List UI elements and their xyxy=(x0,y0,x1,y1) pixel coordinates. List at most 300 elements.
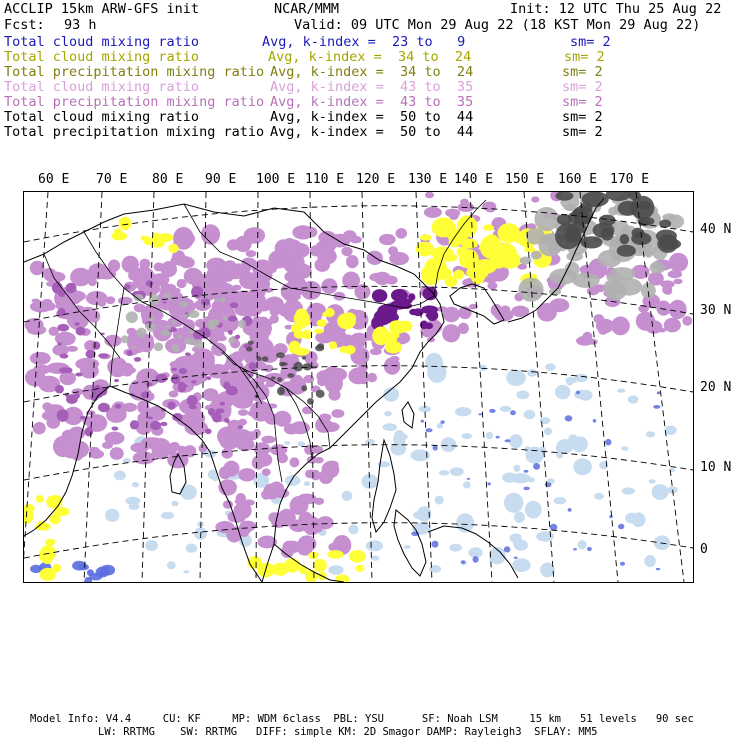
field-name: Total precipitation mixing ratio xyxy=(4,124,265,140)
cloud-patch xyxy=(454,270,465,280)
map-canvas xyxy=(24,192,693,582)
cloud-patch xyxy=(246,347,253,352)
cloud-patch xyxy=(605,439,611,446)
cloud-patch xyxy=(222,316,227,320)
precip-patch xyxy=(389,252,409,265)
cloud-patch xyxy=(527,369,537,377)
cloud-patch xyxy=(609,515,612,518)
precip-patch xyxy=(240,521,256,532)
cloud-patch xyxy=(327,550,343,559)
precip-patch xyxy=(306,470,317,477)
longitude-label: 130 E xyxy=(408,172,448,187)
precip-patch xyxy=(210,267,227,281)
cloud-patch xyxy=(504,493,523,513)
cloud-patch xyxy=(294,311,310,326)
cloud-patch xyxy=(366,540,383,551)
cloud-patch xyxy=(180,485,197,500)
precip-patch xyxy=(170,361,185,369)
precip-patch xyxy=(228,316,237,322)
cloud-patch xyxy=(441,437,457,452)
cloud-patch xyxy=(510,410,516,415)
precip-patch xyxy=(261,436,275,444)
cloud-patch xyxy=(461,560,466,564)
cloud-patch xyxy=(628,395,639,403)
precip-patch xyxy=(148,417,153,420)
precip-patch xyxy=(348,368,368,385)
cloud-patch xyxy=(531,251,542,260)
precip-patch xyxy=(396,228,408,239)
cloud-patch xyxy=(317,319,327,327)
cloud-patch xyxy=(121,335,129,343)
cloud-patch xyxy=(119,217,132,230)
cloud-patch xyxy=(125,497,140,505)
cloud-patch xyxy=(649,479,656,483)
cloud-patch xyxy=(512,473,531,483)
cloud-patch xyxy=(133,294,143,301)
precip-patch xyxy=(386,361,398,373)
field-k-index: Avg, k-index = 43 to 35 xyxy=(270,79,474,95)
cloud-patch xyxy=(145,540,158,551)
cloud-patch xyxy=(277,377,282,382)
precip-patch xyxy=(669,253,688,272)
precip-patch xyxy=(669,300,687,319)
precip-patch xyxy=(682,316,692,326)
cloud-patch xyxy=(348,525,358,535)
precip-patch xyxy=(33,422,46,434)
cloud-patch xyxy=(576,391,580,395)
cloud-patch xyxy=(316,390,325,398)
precip-patch xyxy=(587,287,599,296)
cloud-patch xyxy=(650,261,666,273)
precip-patch xyxy=(230,302,238,308)
field-name: Total cloud mixing ratio xyxy=(4,34,200,50)
cloud-patch xyxy=(79,564,89,570)
cloud-patch xyxy=(545,363,556,371)
precip-patch xyxy=(184,268,203,285)
cloud-patch xyxy=(342,491,353,501)
cloud-patch xyxy=(573,458,592,475)
cloud-patch xyxy=(132,482,139,487)
cloud-patch xyxy=(276,352,285,358)
precip-patch xyxy=(409,309,418,315)
precip-patch xyxy=(133,267,156,291)
precip-patch xyxy=(220,402,225,406)
precip-patch xyxy=(265,297,284,312)
cloud-patch xyxy=(383,423,398,431)
cloud-patch xyxy=(462,433,472,439)
precip-patch xyxy=(346,255,359,268)
cloud-patch xyxy=(641,283,656,299)
cloud-patch xyxy=(171,501,178,507)
precip-patch xyxy=(88,310,100,323)
precip-patch xyxy=(185,352,191,356)
precip-patch xyxy=(408,293,415,301)
cloud-patch xyxy=(621,446,628,451)
cloud-patch xyxy=(545,482,552,487)
cloud-patch xyxy=(36,495,44,503)
cloud-patch xyxy=(549,269,576,285)
precip-patch xyxy=(212,412,222,422)
precip-patch xyxy=(44,271,65,282)
cloud-patch xyxy=(177,334,183,339)
precip-patch xyxy=(156,374,168,383)
cloud-patch xyxy=(504,546,511,552)
precip-patch xyxy=(58,413,63,417)
cloud-patch xyxy=(145,323,156,330)
precip-patch xyxy=(259,317,269,324)
cloud-patch xyxy=(593,419,597,423)
cloud-patch xyxy=(505,439,511,442)
cloud-patch xyxy=(39,568,56,581)
precip-patch xyxy=(261,490,271,500)
precip-patch xyxy=(374,272,391,285)
precip-patch xyxy=(110,447,124,460)
precip-patch xyxy=(425,192,434,198)
cloud-patch xyxy=(455,407,471,416)
precip-patch xyxy=(146,280,154,286)
precip-patch xyxy=(341,247,352,257)
precip-patch xyxy=(372,289,387,302)
precip-patch xyxy=(76,327,86,336)
precip-patch xyxy=(97,268,116,280)
cloud-patch xyxy=(565,415,573,421)
precip-patch xyxy=(257,351,266,357)
cloud-patch xyxy=(220,298,226,303)
cloud-patch xyxy=(314,329,323,334)
cloud-patch xyxy=(184,338,195,345)
cloud-patch xyxy=(189,329,194,334)
field-smoothing: sm= 2 xyxy=(562,124,603,140)
cloud-patch xyxy=(461,239,478,249)
cloud-patch xyxy=(439,470,449,475)
precip-patch xyxy=(130,420,139,429)
precip-patch xyxy=(442,324,460,342)
cloud-patch xyxy=(514,465,521,472)
cloud-patch xyxy=(284,558,301,572)
precip-patch xyxy=(449,211,459,220)
longitude-label: 150 E xyxy=(505,172,545,187)
precip-patch xyxy=(390,356,400,362)
cloud-patch xyxy=(657,391,660,394)
cloud-patch xyxy=(421,420,424,423)
precip-patch xyxy=(98,403,110,413)
precip-patch xyxy=(310,245,321,256)
cloud-patch xyxy=(329,341,337,349)
precip-patch xyxy=(315,457,324,464)
precip-patch xyxy=(205,429,212,435)
precip-patch xyxy=(232,430,241,438)
precip-patch xyxy=(224,418,230,423)
cloud-patch xyxy=(171,344,180,352)
forecast-label: Fcst: xyxy=(4,17,45,33)
cloud-patch xyxy=(238,320,246,328)
cloud-patch xyxy=(622,487,636,494)
precip-patch xyxy=(112,426,119,430)
cloud-patch xyxy=(509,434,523,448)
precip-patch xyxy=(531,196,539,202)
precip-patch xyxy=(222,464,234,474)
precip-patch xyxy=(299,512,313,525)
cloud-patch xyxy=(440,420,444,423)
cloud-patch xyxy=(578,540,587,549)
cloud-patch xyxy=(544,428,552,436)
cloud-patch xyxy=(298,441,306,446)
precip-patch xyxy=(211,229,219,237)
cloud-patch xyxy=(512,558,530,572)
field-k-index: Avg, k-index = 50 to 44 xyxy=(270,109,474,125)
cloud-patch xyxy=(385,341,402,354)
cloud-patch xyxy=(568,434,578,445)
precip-patch xyxy=(89,447,100,453)
cloud-patch xyxy=(322,312,330,317)
precip-patch xyxy=(637,313,651,323)
cloud-patch xyxy=(307,398,314,405)
precip-patch xyxy=(424,207,442,218)
precip-patch xyxy=(171,374,181,384)
cloud-patch xyxy=(489,409,495,413)
cloud-patch xyxy=(449,544,462,552)
cloud-patch xyxy=(183,314,188,318)
cloud-patch xyxy=(587,547,592,551)
cloud-patch xyxy=(161,512,174,520)
precip-patch xyxy=(171,368,177,371)
precip-patch xyxy=(249,362,257,370)
precip-patch xyxy=(238,409,248,416)
cloud-patch xyxy=(516,391,529,400)
cloud-patch xyxy=(345,345,356,354)
cloud-patch xyxy=(132,345,136,348)
precip-patch xyxy=(302,407,313,415)
precip-patch xyxy=(167,402,175,410)
cloud-patch xyxy=(609,267,635,281)
precip-patch xyxy=(238,419,247,426)
precip-patch xyxy=(55,385,64,394)
cloud-patch xyxy=(45,539,55,546)
precip-patch xyxy=(105,296,115,304)
cloud-patch xyxy=(618,524,624,530)
precip-patch xyxy=(74,322,79,325)
precip-patch xyxy=(662,284,672,294)
precip-patch xyxy=(226,386,238,396)
longitude-label: 80 E xyxy=(152,172,184,187)
precip-patch xyxy=(187,395,198,406)
cloud-patch xyxy=(87,569,94,576)
precip-patch xyxy=(30,301,53,312)
cloud-patch xyxy=(594,493,604,500)
precip-patch xyxy=(482,202,495,212)
precip-patch xyxy=(66,283,77,293)
cloud-patch xyxy=(144,236,152,245)
cloud-patch xyxy=(564,204,576,211)
precip-patch xyxy=(60,354,69,359)
cloud-patch xyxy=(356,565,365,572)
cloud-patch xyxy=(313,559,327,572)
cloud-patch xyxy=(384,411,392,416)
cloud-patch xyxy=(568,508,572,512)
precip-patch xyxy=(437,306,448,312)
longitude-label: 170 E xyxy=(610,172,650,187)
precip-patch xyxy=(224,260,236,268)
precip-patch xyxy=(283,289,298,302)
precip-patch xyxy=(238,425,243,429)
cloud-patch xyxy=(500,406,511,412)
precip-patch xyxy=(66,346,78,352)
latitude-label: 40 N xyxy=(700,222,732,237)
valid-time: Valid: 09 UTC Mon 29 Aug 22 (18 KST Mon 29 Aug 22) xyxy=(294,17,701,33)
precip-patch xyxy=(203,388,219,401)
cloud-patch xyxy=(556,451,563,459)
precip-patch xyxy=(331,409,344,418)
precip-patch xyxy=(163,301,167,303)
forecast-hours: 93 h xyxy=(64,17,97,33)
precip-patch xyxy=(598,325,608,335)
longitude-label: 160 E xyxy=(558,172,598,187)
precip-patch xyxy=(178,382,185,389)
cloud-patch xyxy=(608,207,618,216)
precip-patch xyxy=(238,468,256,481)
precip-patch xyxy=(367,373,377,383)
precip-patch xyxy=(57,324,69,332)
precip-patch xyxy=(146,383,153,387)
precip-patch xyxy=(52,282,63,293)
cloud-patch xyxy=(620,562,625,566)
precip-patch xyxy=(345,273,353,279)
cloud-patch xyxy=(426,428,433,432)
cloud-patch xyxy=(228,337,235,344)
precip-patch xyxy=(57,342,61,345)
forecast-map xyxy=(23,191,694,583)
precip-patch xyxy=(98,353,108,358)
latitude-label: 30 N xyxy=(700,303,732,318)
cloud-patch xyxy=(404,545,411,549)
cloud-patch xyxy=(172,320,176,324)
precip-patch xyxy=(265,414,280,425)
cloud-patch xyxy=(463,481,471,488)
precip-patch xyxy=(66,394,78,404)
cloud-patch xyxy=(573,548,577,550)
field-name: Total cloud mixing ratio xyxy=(4,79,200,95)
cloud-patch xyxy=(473,556,479,563)
cloud-patch xyxy=(467,478,470,480)
model-info-line1: Model Info: V4.4 CU: KF MP: WDM 6class PBL: YSU SF: Noah LSM 15 km 51 levels 90 sec xyxy=(30,713,694,725)
cloud-patch xyxy=(483,224,494,230)
precip-patch xyxy=(314,498,324,505)
cloud-patch xyxy=(612,256,620,261)
cloud-patch xyxy=(524,410,536,419)
field-name: Total cloud mixing ratio xyxy=(4,109,200,125)
cloud-patch xyxy=(294,331,306,339)
latitude-label: 20 N xyxy=(700,380,732,395)
cloud-patch xyxy=(302,356,306,360)
cloud-patch xyxy=(536,531,554,541)
cloud-patch xyxy=(304,481,310,486)
cloud-patch xyxy=(317,343,324,349)
cloud-patch xyxy=(183,570,189,573)
cloud-patch xyxy=(136,328,147,338)
longitude-label: 70 E xyxy=(96,172,128,187)
cloud-patch xyxy=(214,298,219,301)
cloud-patch xyxy=(653,405,660,409)
cloud-patch xyxy=(435,496,444,505)
precip-patch xyxy=(325,374,343,394)
precip-patch xyxy=(256,453,272,466)
cloud-patch xyxy=(303,363,312,370)
cloud-patch xyxy=(525,501,542,519)
field-k-index: Avg, k-index = 34 to 24 xyxy=(270,64,474,80)
cloud-patch xyxy=(617,389,625,393)
cloud-patch xyxy=(518,278,543,302)
longitude-label: 110 E xyxy=(305,172,345,187)
cloud-patch xyxy=(284,441,290,445)
precip-patch xyxy=(65,379,75,384)
field-name: Total cloud mixing ratio xyxy=(4,49,200,65)
cloud-patch xyxy=(523,487,529,491)
precip-patch xyxy=(127,350,133,356)
cloud-patch xyxy=(188,310,199,318)
precip-patch xyxy=(118,297,133,305)
organization: NCAR/MMM xyxy=(274,1,340,17)
cloud-patch xyxy=(478,413,482,415)
precip-patch xyxy=(160,422,167,426)
cloud-patch xyxy=(394,430,405,442)
precip-patch xyxy=(183,355,200,370)
cloud-patch xyxy=(101,565,115,576)
cloud-patch xyxy=(328,565,343,574)
cloud-patch xyxy=(549,288,561,295)
map-title: ACCLIP 15km ARW-GFS init xyxy=(4,1,200,17)
precip-patch xyxy=(72,416,81,423)
precip-patch xyxy=(42,402,52,411)
cloud-patch xyxy=(425,353,443,373)
precip-patch xyxy=(274,488,290,498)
precip-patch xyxy=(292,263,312,279)
cloud-patch xyxy=(208,319,220,326)
precip-patch xyxy=(290,457,300,467)
precip-patch xyxy=(266,382,276,388)
model-info-line2: LW: RRTMG SW: RRTMG DIFF: simple KM: 2D Smagor DAMP: Rayleigh3 SFLAY: MM5 xyxy=(98,726,598,738)
field-k-index: Avg, k-index = 23 to 9 xyxy=(262,34,466,50)
field-smoothing: sm= 2 xyxy=(562,94,603,110)
cloud-patch xyxy=(400,321,412,332)
cloud-patch xyxy=(293,362,303,372)
precip-patch xyxy=(114,379,119,382)
cloud-patch xyxy=(271,376,276,379)
cloud-patch xyxy=(457,247,469,257)
precip-patch xyxy=(172,413,182,421)
cloud-patch xyxy=(166,325,172,330)
precip-patch xyxy=(234,502,252,519)
cloud-patch xyxy=(581,236,603,248)
cloud-patch xyxy=(248,341,254,345)
cloud-patch xyxy=(372,327,389,346)
cloud-patch xyxy=(620,234,630,244)
precip-patch xyxy=(325,461,339,468)
cloud-patch xyxy=(488,482,491,485)
cloud-patch xyxy=(168,244,179,253)
precip-patch xyxy=(134,357,141,362)
cloud-patch xyxy=(285,475,301,486)
cloud-patch xyxy=(114,229,123,237)
precip-patch xyxy=(549,298,569,312)
precip-patch xyxy=(250,387,266,402)
cloud-patch xyxy=(644,555,655,567)
cloud-patch xyxy=(437,423,443,429)
precip-patch xyxy=(251,327,271,337)
cloud-patch xyxy=(593,223,615,238)
precip-patch xyxy=(75,373,82,377)
cloud-patch xyxy=(277,387,285,396)
precip-patch xyxy=(80,416,86,420)
